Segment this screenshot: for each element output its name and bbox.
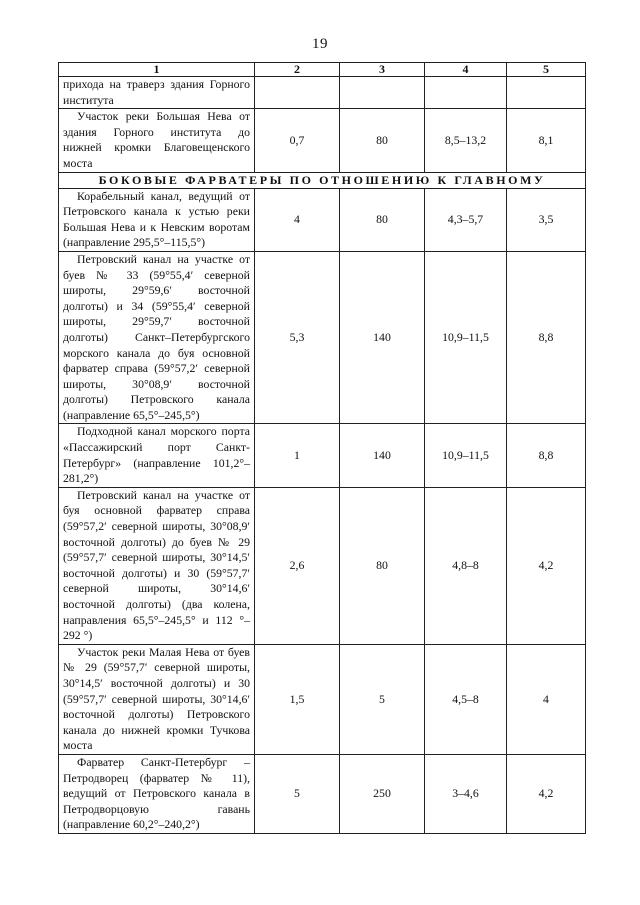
cell-value: 4,5–8 xyxy=(425,644,507,754)
fairway-description: Петровский канал на участке от буев № 33 (59°55,4′ северной широты, 29°59,6′ восточной долготы) и 34 (59°55,4′ северной широты, 29°59,7′ восточной долготы) Санкт–Петербургского морского канала до буя основной фарватер справа (59°57,2′ северной широты, 30°08,9′ восточной долготы) Петровского канала (направление 65,5°–245,5°) xyxy=(59,251,255,424)
fairway-description: прихода на траверз здания Горного института xyxy=(59,77,255,109)
cell-value: 80 xyxy=(340,109,425,172)
cell-value: 3,5 xyxy=(507,188,586,251)
fairway-description: Участок реки Большая Нева от здания Горного института до нижней кромки Благовещенского моста xyxy=(59,109,255,172)
cell-value: 4,2 xyxy=(507,487,586,644)
cell-value: 4,3–5,7 xyxy=(425,188,507,251)
cell-value: 3–4,6 xyxy=(425,754,507,833)
cell-value: 10,9–11,5 xyxy=(425,251,507,424)
table-header-row xyxy=(59,63,586,77)
cell-value: 4,8–8 xyxy=(425,487,507,644)
fairway-table xyxy=(58,62,586,834)
cell-value: 250 xyxy=(340,754,425,833)
cell-value: 8,8 xyxy=(507,251,586,424)
cell-value: 80 xyxy=(340,188,425,251)
cell-value: 0,7 xyxy=(255,109,340,172)
cell-value xyxy=(340,77,425,109)
table-row xyxy=(59,251,586,424)
table-row xyxy=(59,644,586,754)
cell-value: 8,1 xyxy=(507,109,586,172)
table-row xyxy=(59,188,586,251)
cell-value: 8,5–13,2 xyxy=(425,109,507,172)
cell-value: 8,8 xyxy=(507,424,586,487)
fairway-description: Подходной канал морского порта «Пассажирский порт Санкт-Петербург» (направление 101,2°–281,2°) xyxy=(59,424,255,487)
cell-value: 10,9–11,5 xyxy=(425,424,507,487)
cell-value: 80 xyxy=(340,487,425,644)
column-header: 1 xyxy=(59,63,255,77)
cell-value: 1 xyxy=(255,424,340,487)
fairway-description: Участок реки Малая Нева от буев № 29 (59°57,7′ северной широты, 30°14,5′ восточной долготы) и 30 (59°57,7′ северной широты, 30°14,6′ восточной долготы) Петровского канала до нижней кромки Тучкова моста xyxy=(59,644,255,754)
cell-value xyxy=(425,77,507,109)
table-row xyxy=(59,487,586,644)
section-header-row xyxy=(59,172,586,188)
cell-value: 1,5 xyxy=(255,644,340,754)
cell-value xyxy=(507,77,586,109)
table-row xyxy=(59,424,586,487)
column-header: 5 xyxy=(507,63,586,77)
cell-value: 4 xyxy=(507,644,586,754)
cell-value: 5 xyxy=(340,644,425,754)
fairway-description: Корабельный канал, ведущий от Петровского канала к устью реки Большая Нева и к Невским воротам (направление 295,5°–115,5°) xyxy=(59,188,255,251)
cell-value: 5 xyxy=(255,754,340,833)
cell-value: 5,3 xyxy=(255,251,340,424)
table-row xyxy=(59,754,586,833)
section-title: БОКОВЫЕ ФАРВАТЕРЫ ПО ОТНОШЕНИЮ К ГЛАВНОМУ xyxy=(59,172,586,188)
column-header: 4 xyxy=(425,63,507,77)
table-row xyxy=(59,77,586,109)
cell-value: 140 xyxy=(340,251,425,424)
fairway-description: Фарватер Санкт-Петербург – Петродворец (фарватер № 11), ведущий от Петровского канала в Петродворцовую гавань (направление 60,2°–240,2°) xyxy=(59,754,255,833)
page-number: 19 xyxy=(312,36,328,52)
column-header: 2 xyxy=(255,63,340,77)
cell-value: 4 xyxy=(255,188,340,251)
fairway-description: Петровский канал на участке от буя основной фарватер справа (59°57,2′ северной широты, 30°08,9′ восточной долготы) до буев № 29 (59°57,7′ северной широты, 30°14,5′ восточной долготы) и 30 (59°57,7′ северной широты, 30°14,6′ восточной долготы) (два колена, направления 65,5°–245,5° и 112 °–292 °) xyxy=(59,487,255,644)
cell-value xyxy=(255,77,340,109)
table-row xyxy=(59,109,586,172)
cell-value: 2,6 xyxy=(255,487,340,644)
cell-value: 4,2 xyxy=(507,754,586,833)
column-header: 3 xyxy=(340,63,425,77)
cell-value: 140 xyxy=(340,424,425,487)
